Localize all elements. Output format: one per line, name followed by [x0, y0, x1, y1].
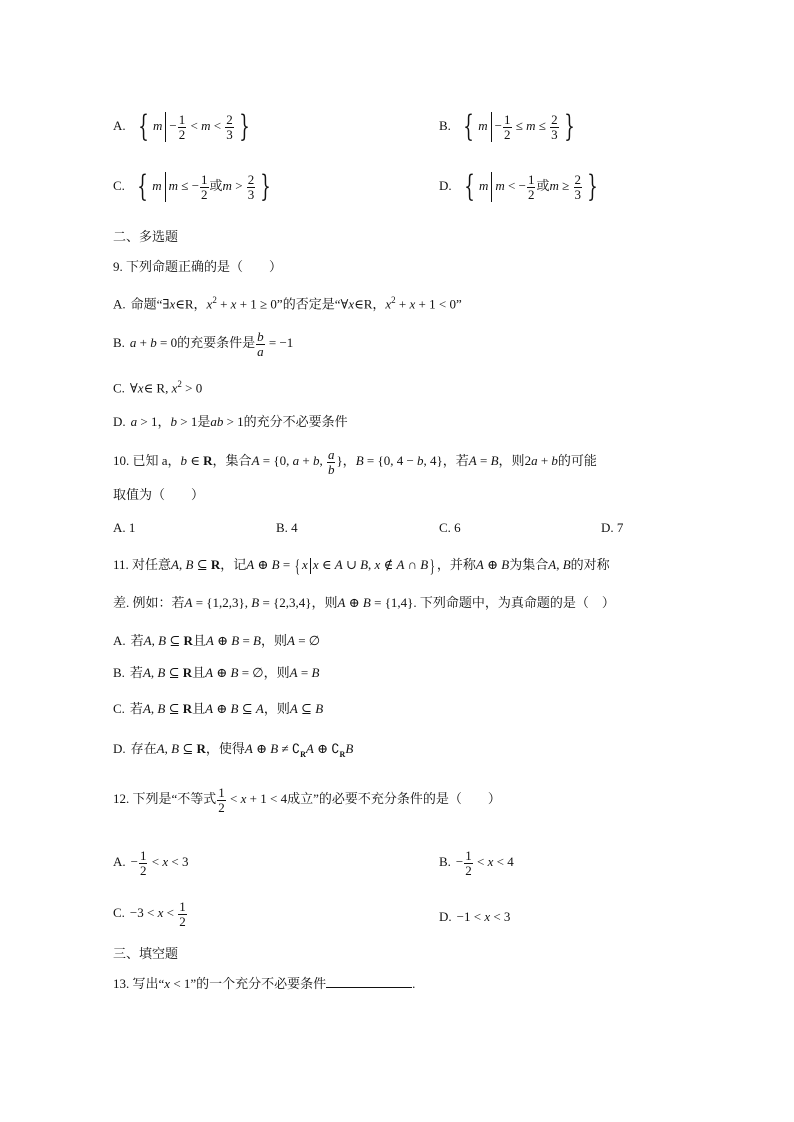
q8-option-a [113, 109, 254, 144]
minus-sign: − [518, 177, 526, 193]
le-sign: ≤ [515, 117, 523, 133]
q10-option-d: D. 7 [601, 520, 624, 535]
var-m: m [478, 177, 489, 193]
q10-option-c: C. 6 [439, 520, 461, 535]
q11-stem-line2: 差. 例如：若A = {1,2,3}, B = {2,3,4}，则A ⊕ B = {1,4}. 下列命题中，为真命题的是（ ） [113, 595, 615, 610]
right-brace: } [260, 169, 272, 204]
set-bar [165, 172, 166, 202]
ge-sign: ≥ [562, 177, 570, 193]
q11-stem: 11. 对任意A, B ⊆ R，记A ⊕ B = { x x ∈ A ∪ B, x ∉ A ∩ B} ，并称A ⊕ B为集合A, B的对称 [113, 556, 610, 576]
var-m: m [478, 117, 488, 133]
lt-sign: < [508, 177, 516, 193]
minus-sign: − [169, 117, 177, 133]
left-brace: { [295, 556, 301, 576]
q10-option-a: A. 1 [113, 520, 136, 535]
fraction: $\frac{a}{b}$ [327, 447, 335, 477]
var-m: m [549, 177, 559, 193]
set-bar [491, 172, 492, 202]
right-brace: } [563, 109, 575, 144]
q11-option-c: C. 若A, B ⊆ R且A ⊕ B ⊆ A，则A ⊆ B [113, 701, 324, 716]
le-sign: ≤ [181, 177, 189, 193]
q9-option-b: B. a + b = 0的充要条件是 $\frac{b}{a}$ = −1 [113, 329, 294, 359]
var-m: m [168, 177, 179, 193]
or-word: 或 [536, 177, 550, 193]
fraction: $\frac{2}{3}$ [574, 171, 581, 202]
fraction: $\frac{1}{2}$ [178, 111, 186, 142]
section-heading-fill-in: 三、填空题 [113, 946, 179, 961]
q12-option-d: D. −1 < x < 3 [439, 909, 511, 924]
fraction: $\frac{2}{3}$ [551, 111, 558, 142]
lt-sign: < [213, 117, 222, 133]
lt-sign: < [190, 117, 198, 133]
q8-option-c [113, 169, 275, 204]
q10-option-b: B. 4 [276, 520, 298, 535]
fraction: $\frac{b}{a}$ [257, 329, 264, 359]
minus-sign: − [191, 177, 200, 193]
var-m: m [495, 177, 505, 193]
right-brace: } [587, 169, 598, 204]
fraction: $\frac{1}{2}$ [218, 785, 225, 815]
option-label: D. [439, 177, 452, 193]
q8-option-b [439, 109, 579, 144]
var-m: m [152, 117, 163, 133]
fraction: $\frac{1}{2}$ [201, 171, 208, 202]
q9-option-c: C. ∀x∈ R, $x^2 > 0$ [113, 379, 203, 396]
set-bar [310, 558, 311, 574]
left-brace: { [138, 109, 149, 144]
q9-option-a: A. 命题“∃x∈R，$x^2 + x + 1 \ge 0$”的否定是“∀x∈R，$x^2 + x + 1 < 0$” [113, 295, 462, 312]
q12-stem: 12. 下列是“不等式 $\frac{1}{2}$ < x + 1 < 4成立”的必要不充分条件的是（ ） [113, 785, 501, 815]
q13-stem: 13. 写出“x < 1”的一个充分不必要条件 . [113, 976, 416, 991]
right-brace: } [239, 109, 250, 144]
answer-blank[interactable] [326, 977, 412, 988]
gt-sign: > [235, 177, 243, 193]
le-sign: ≤ [538, 117, 546, 133]
left-brace: { [137, 169, 148, 204]
left-brace: { [464, 169, 475, 204]
set-bar [165, 112, 166, 142]
option-label: B. [439, 117, 451, 133]
var-m: m [152, 177, 162, 193]
fraction: $\frac{1}{2}$ [504, 111, 511, 142]
minus-sign: − [494, 117, 502, 133]
q10-stem: 10. 已知 a，b ∈ R，集合A = {0, a + b, $\frac{a}{b}$ }，B = {0, 4 − b, 4}，若A = B，则2a + b的可能 [113, 447, 597, 477]
right-brace: } [429, 556, 436, 576]
fraction: $\frac{2}{3}$ [226, 111, 233, 142]
set-bar [491, 112, 492, 142]
option-label: A. [113, 117, 126, 133]
q12-option-c: C. −3 < x < $\frac{1}{2}$ [113, 899, 186, 929]
var-m: m [526, 117, 536, 133]
q11-option-a: A. 若A, B ⊆ R且A ⊕ B = B，则A = ∅ [113, 633, 321, 648]
section-heading-multi-choice: 二、多选题 [113, 229, 179, 244]
var-m: m [201, 117, 211, 133]
or-word: 或 [209, 177, 223, 193]
fraction: $\frac{1}{2}$ [527, 171, 535, 202]
left-brace: { [463, 109, 474, 144]
q9-option-d: D. a > 1，b > 1是ab > 1的充分不必要条件 [113, 414, 348, 429]
q10-stem-line2: 取值为（ ） [113, 487, 205, 502]
var-m: m [222, 177, 232, 193]
option-label: C. [113, 177, 125, 193]
q12-option-a: A. − $\frac{1}{2}$ < x < 3 [113, 848, 189, 878]
fraction: $\frac{2}{3}$ [247, 171, 255, 202]
q11-option-b: B. 若A, B ⊆ R且A ⊕ B = ∅，则A = B [113, 665, 320, 680]
q11-option-d: D. 存在A, B ⊆ R，使得A ⊕ $B \ne ∁_RA$ ⊕ $∁_RB$ [113, 741, 354, 759]
q12-option-b: B. − $\frac{1}{2}$ < x < 4 [439, 848, 514, 878]
q8-option-d [439, 169, 602, 204]
fraction: $\frac{1}{2}$ [139, 848, 147, 878]
q9-stem: 9. 下列命题正确的是（ ） [113, 259, 283, 274]
fraction: $\frac{1}{2}$ [179, 899, 186, 929]
fraction: $\frac{1}{2}$ [465, 848, 472, 878]
